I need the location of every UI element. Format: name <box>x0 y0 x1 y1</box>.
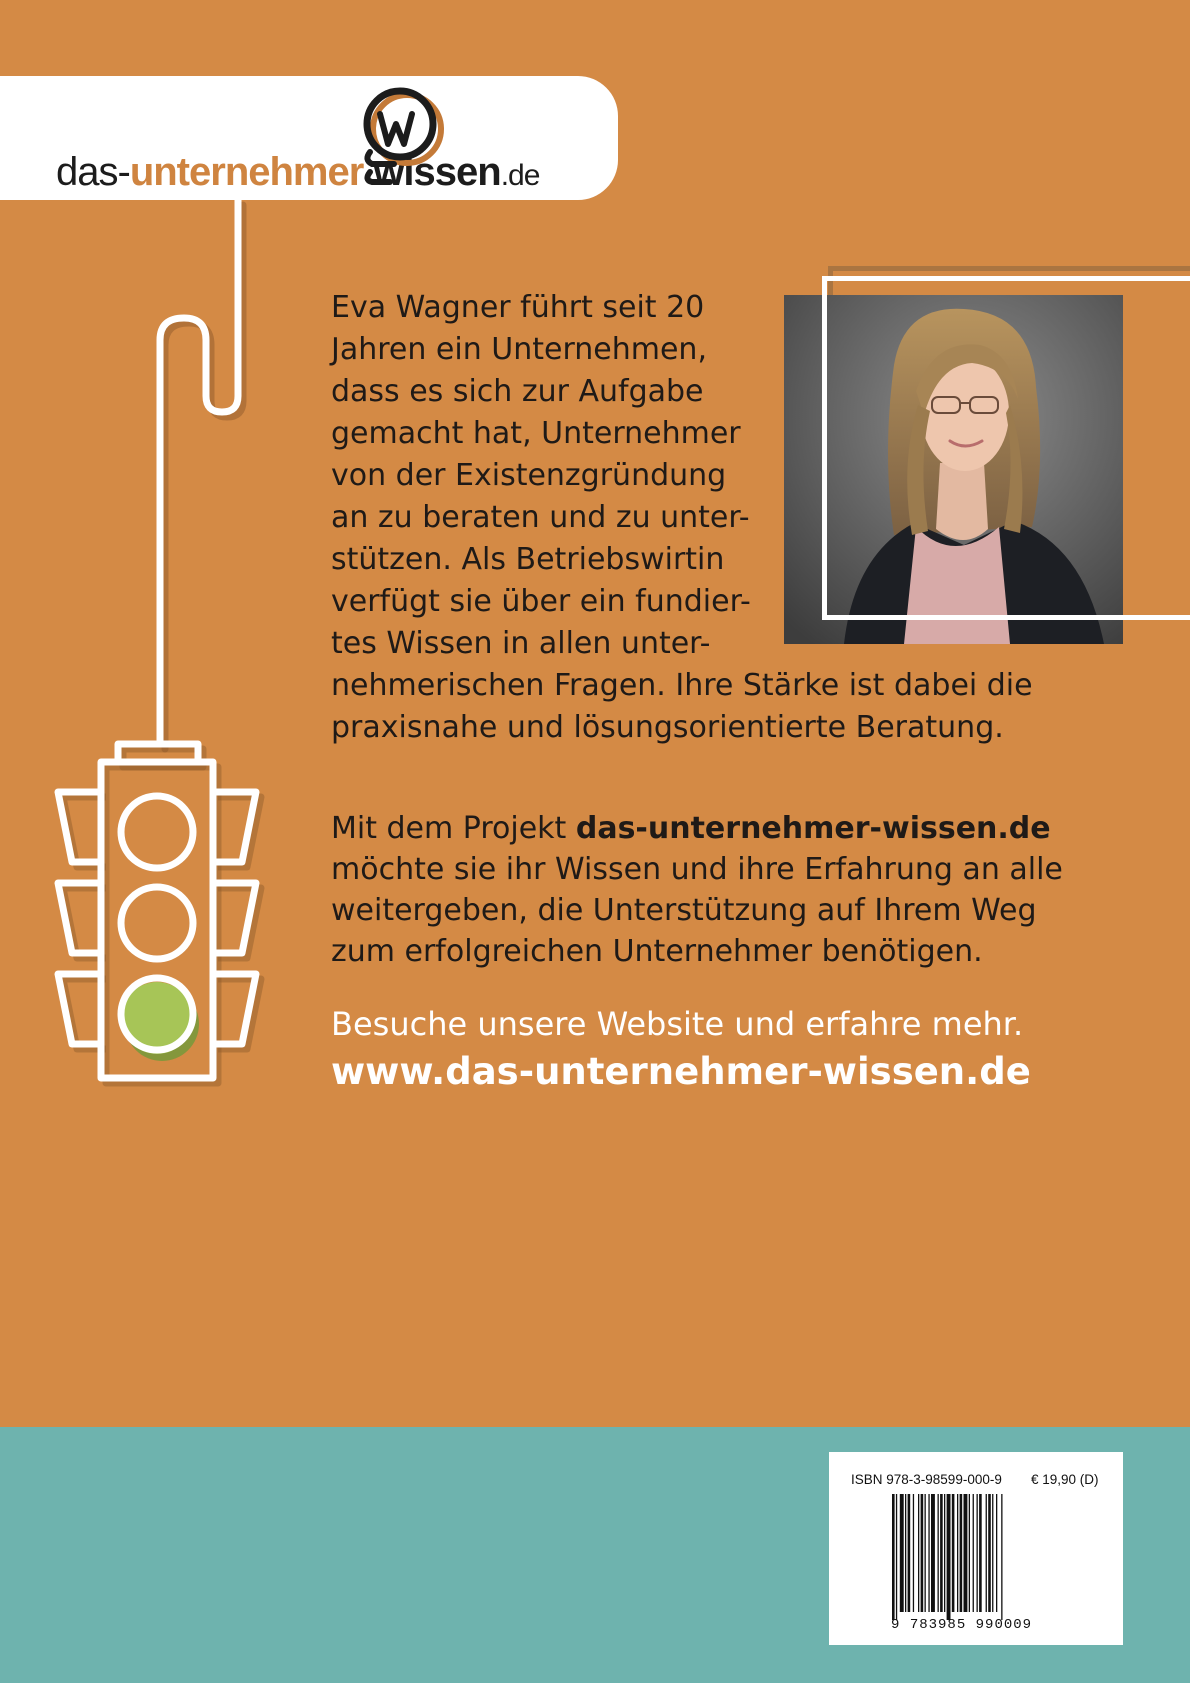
barcode-bar <box>947 1494 951 1620</box>
barcode-bar <box>900 1494 904 1612</box>
barcode-bar <box>905 1494 906 1612</box>
logo-prefix: das- <box>56 150 130 194</box>
barcode-bar <box>996 1494 997 1612</box>
barcode-bar <box>957 1494 958 1612</box>
ean-right: 990009 <box>975 1617 1033 1633</box>
barcode-bar <box>908 1494 911 1612</box>
bio-line: stützen. Als Betriebswirtin <box>331 542 725 577</box>
project-line <box>331 808 1131 849</box>
ean-left: 783985 <box>909 1617 967 1633</box>
barcode-bar <box>979 1494 982 1612</box>
barcode-bar <box>913 1494 914 1612</box>
barcode-bar <box>921 1494 924 1612</box>
bio-line: Jahren ein Unternehmen, <box>331 332 707 367</box>
barcode-bar <box>988 1494 991 1612</box>
bio-line: Eva Wagner führt seit 20 <box>331 290 705 325</box>
barcode-bar <box>973 1494 974 1612</box>
project-line: möchte sie ihr Wissen und ihre Erfahrung an alle <box>331 852 1063 887</box>
barcode-bar <box>992 1494 993 1612</box>
bio-line: von der Existenzgründung <box>331 458 727 493</box>
logo-bold: wissen <box>373 150 501 194</box>
bio-line: nehmerischen Fragen. Ihre Stärke ist dabei die <box>331 668 1033 703</box>
barcode-bar <box>1001 1494 1002 1620</box>
bio-line: an zu beraten und zu unter- <box>331 500 750 535</box>
barcode-bar <box>931 1494 935 1612</box>
barcode-bar <box>964 1494 968 1612</box>
ean-digits <box>891 1617 1032 1633</box>
barcode-box <box>829 1452 1123 1645</box>
bio-line: dass es sich zur Aufgabe <box>331 374 704 409</box>
project-intro: Mit dem Projekt <box>331 811 576 846</box>
project-line: zum erfolgreichen Unternehmer benötigen. <box>331 934 983 969</box>
bio-line: verfügt sie über ein fundier- <box>331 584 751 619</box>
barcode-bar <box>938 1494 939 1612</box>
barcode-bar <box>928 1494 929 1612</box>
logo-suffix: .de <box>500 159 540 192</box>
ean-first: 9 <box>891 1617 901 1633</box>
barcode-bar <box>940 1494 943 1612</box>
bio-line: praxisnahe und lösungsorientierte Beratung. <box>331 710 1004 745</box>
barcode-bar <box>977 1494 978 1612</box>
website-link[interactable]: www.das-unternehmer-wissen.de <box>331 1050 1031 1093</box>
barcode-bar <box>944 1494 945 1612</box>
barcode-bar <box>918 1494 919 1612</box>
barcode-bar <box>986 1494 987 1612</box>
barcode-bar <box>960 1494 963 1612</box>
barcode-bar <box>896 1494 897 1620</box>
logo-accent: unternehmer <box>129 150 364 194</box>
project-description <box>331 808 1131 972</box>
lightbulb-w-icon <box>360 86 444 190</box>
barcode-bar <box>969 1494 970 1612</box>
barcode-bar <box>925 1494 926 1612</box>
price-label: € 19,90 (D) <box>1031 1472 1099 1487</box>
project-name: das-unternehmer-wissen.de <box>575 811 1051 846</box>
barcode-bar <box>952 1494 955 1612</box>
barcode <box>892 1494 1042 1620</box>
barcode-bar <box>892 1494 895 1620</box>
isbn-label: ISBN 978-3-98599-000-9 <box>851 1472 1002 1487</box>
cta-text: Besuche unsere Website und erfahre mehr. <box>331 1005 1024 1043</box>
traffic-light-icon <box>0 0 280 1100</box>
bio-line: tes Wissen in allen unter- <box>331 626 711 661</box>
bio-line: gemacht hat, Unternehmer <box>331 416 741 451</box>
project-line: weitergeben, die Unterstützung auf Ihrem Weg <box>331 893 1037 928</box>
author-bio <box>331 287 1121 749</box>
